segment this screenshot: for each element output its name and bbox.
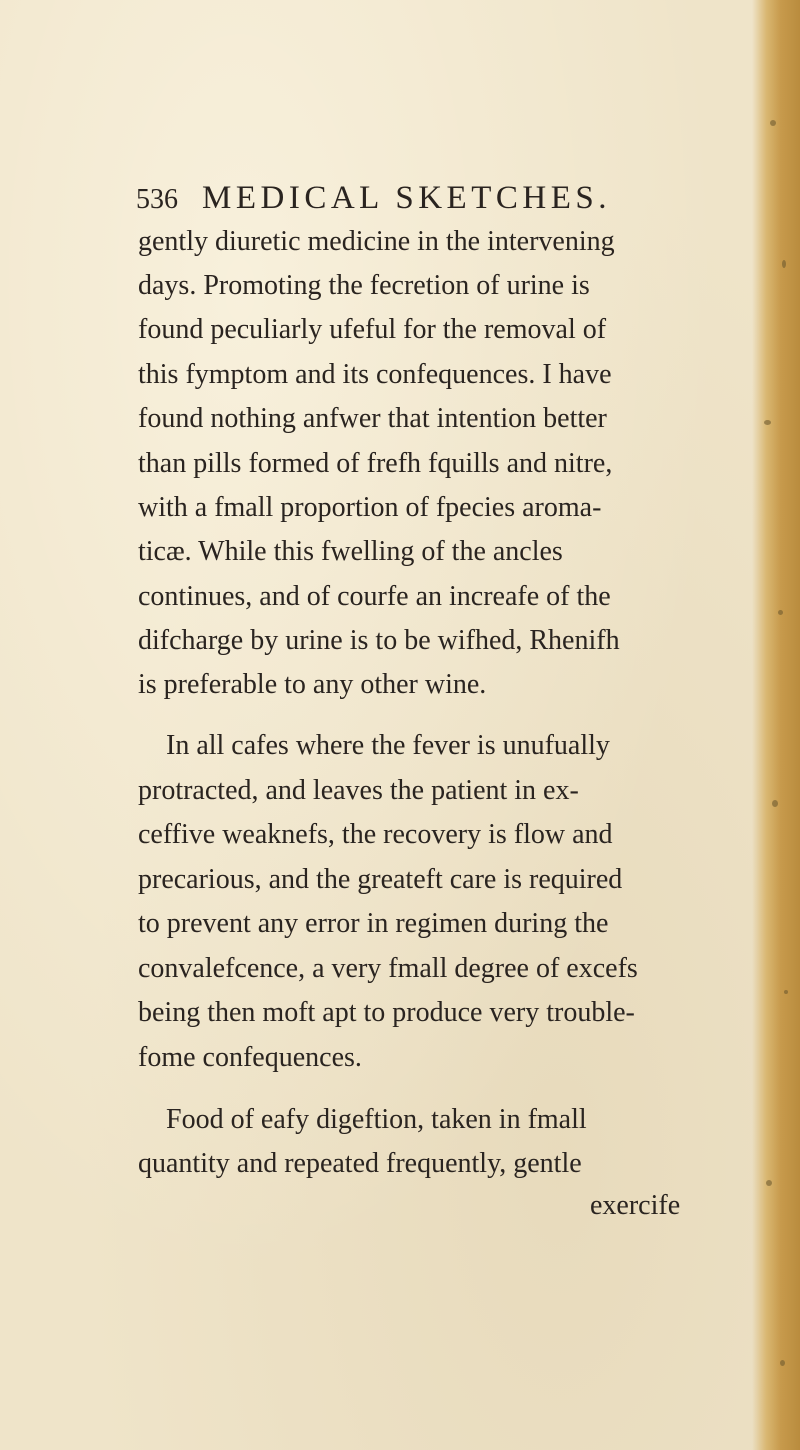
- running-header: [136, 180, 611, 217]
- text-line: protracted, and leaves the patient in ex-: [138, 775, 579, 806]
- text-line: found nothing anfwer that intention better: [138, 403, 607, 434]
- page-edge: [752, 0, 800, 1450]
- text-line: than pills formed of frefh fquills and nitre,: [138, 448, 613, 479]
- text-line: quantity and repeated frequently, gentle: [138, 1148, 582, 1179]
- text-line: continues, and of courfe an increafe of the: [138, 581, 611, 612]
- text-line: difcharge by urine is to be wifhed, Rhenifh: [138, 625, 620, 656]
- text-line: ceffive weaknefs, the recovery is flow and: [138, 819, 613, 850]
- text-line: fome confequences.: [138, 1042, 362, 1073]
- text-line: In all cafes where the fever is unufually: [166, 730, 610, 761]
- text-line: days. Promoting the fecretion of urine is: [138, 270, 590, 301]
- text-line: found peculiarly ufeful for the removal of: [138, 314, 607, 345]
- text-line: with a fmall proportion of fpecies aroma-: [138, 492, 602, 523]
- text-line: gently diuretic medicine in the intervening: [138, 226, 615, 257]
- text-line: precarious, and the greateft care is required: [138, 864, 623, 895]
- text-line: this fymptom and its confequences. I have: [138, 359, 612, 390]
- page-number: 536: [136, 184, 178, 215]
- text-line: being then moft apt to produce very trouble-: [138, 997, 635, 1028]
- text-line: to prevent any error in regimen during the: [138, 908, 609, 939]
- text-line: ticæ. While this fwelling of the ancles: [138, 536, 563, 567]
- text-line: convalefcence, a very fmall degree of excefs: [138, 953, 638, 984]
- running-title: MEDICAL SKETCHES.: [202, 180, 611, 216]
- text-line: is preferable to any other wine.: [138, 669, 487, 700]
- text-line: Food of eafy digeftion, taken in fmall: [166, 1104, 587, 1135]
- catchword: exercife: [590, 1190, 681, 1221]
